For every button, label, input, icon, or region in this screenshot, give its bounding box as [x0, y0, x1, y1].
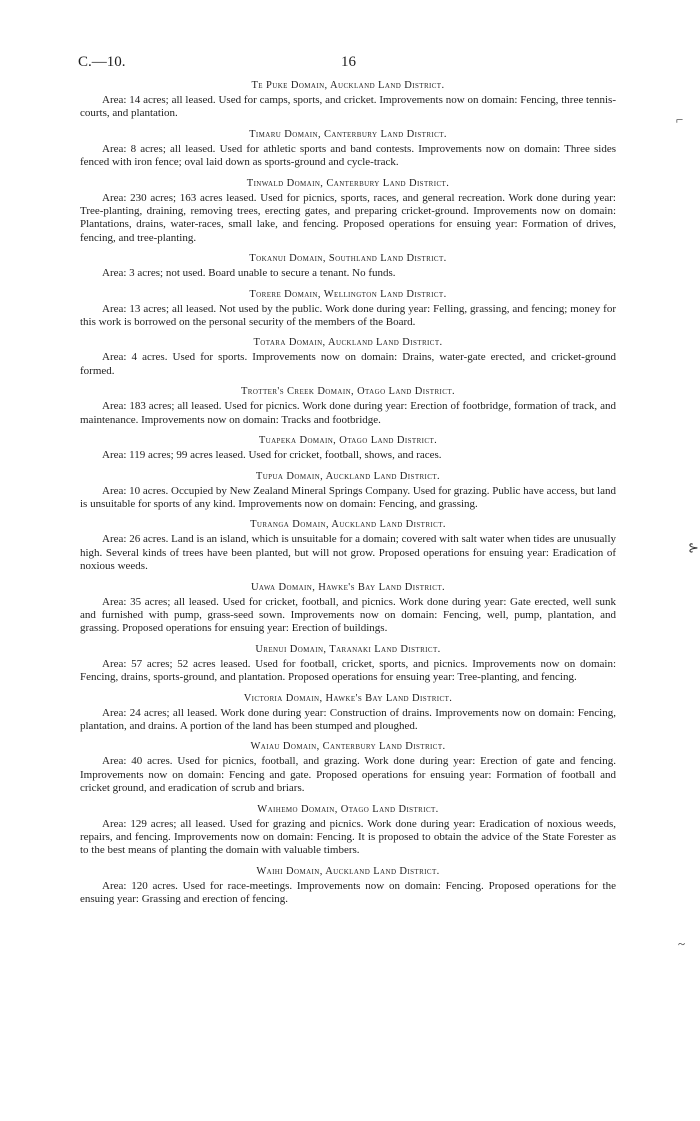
section-heading: Victoria Domain, Hawke's Bay Land District.	[243, 692, 453, 704]
section-text: Area: 26 acres. Land is an island, which is unsuitable for a domain; covered with salt water when tides are unusually high. Several kinds of trees have been planted, but will not grow. Proposed operations for ensuing year: Eradication of noxious weeds.	[80, 533, 616, 573]
section-heading: Totara Domain, Auckland Land District.	[253, 337, 443, 349]
section-heading: Uawa Domain, Hawke's Bay Land District.	[250, 581, 446, 593]
section-text: Area: 35 acres; all leased. Used for cricket, football, and picnics. Work done during year: Gate erected, well sunk and furnished with pump, grass-seed sown. Improvements now on domain: Fencing, well, pump, plantation, and grassing. Proposed operations for ensuing year: Erection of buildings.	[80, 595, 616, 635]
section-text: Area: 10 acres. Occupied by New Zealand Mineral Springs Company. Used for grazing. Public have access, but land is unsuitable for sports of any kind. Improvements now on domain: Fencing, and grassing.	[80, 484, 616, 510]
section-text: Area: 14 acres; all leased. Used for camps, sports, and cricket. Improvements now on domain: Fencing, three tennis-courts, and plantation.	[80, 94, 616, 120]
scan-mark: ~	[678, 936, 686, 951]
section-text: Area: 8 acres; all leased. Used for athletic sports and band contests. Improvements now on domain: Three sides fenced with iron fence; oval laid down as sports-ground and cycle-track.	[80, 142, 616, 169]
section-text: Area: 129 acres; all leased. Used for grazing and picnics. Work done during year: Eradication of noxious weeds, repairs, and fencing. Improvements now on domain: Fencing. It is proposed to obtain the advice of the State Forester as to the best means of planting the domain with valuable timbers.	[80, 817, 616, 857]
section-text: Area: 3 acres; not used. Board unable to secure a tenant. No funds.	[102, 267, 396, 280]
section-heading: Te Puke Domain, Auckland Land District.	[251, 80, 445, 91]
domain-section	[80, 253, 616, 280]
page-number: 16	[341, 54, 356, 70]
section-text: Area: 57 acres; 52 acres leased. Used for football, cricket, sports, and picnics. Improvements now on domain: Fencing, drains, sports-ground, and plantation. Proposed operations for ensuing year: Tree-planting, and fencing.	[80, 657, 616, 684]
section-heading: Timaru Domain, Canterbury Land District.	[249, 128, 447, 140]
section-heading: Tinwald Domain, Canterbury Land District.	[246, 177, 450, 189]
domain-section	[80, 804, 616, 858]
domain-section	[80, 644, 616, 685]
section-heading: Waihi Domain, Auckland Land District.	[256, 865, 440, 877]
section-heading: Waihemo Domain, Otago Land District.	[257, 803, 439, 815]
section-heading: Tokanui Domain, Southland Land District.	[249, 253, 447, 265]
section-text: Area: 120 acres. Used for race-meetings. Improvements now on domain: Fencing. Proposed operations for the ensuing year: Grassing and erection of fencing.	[80, 879, 616, 906]
section-heading: Urenui Domain, Taranaki Land District.	[255, 643, 441, 655]
section-text: Area: 183 acres; all leased. Used for picnics. Work done during year: Erection of footbridge, formation of track, and maintenance. Improvements now on domain: Tracks and footbridge.	[80, 400, 616, 426]
section-heading: Tuapeka Domain, Otago Land District.	[258, 435, 438, 447]
domain-section	[80, 582, 616, 636]
scan-mark: ⌐	[676, 112, 684, 127]
section-heading: Torere Domain, Wellington Land District.	[249, 288, 447, 300]
document-reference: C.—10.	[78, 54, 126, 70]
section-heading: Turanga Domain, Auckland Land District.	[250, 519, 446, 531]
domain-section	[80, 471, 616, 512]
domain-section	[80, 289, 616, 330]
domain-section	[80, 80, 616, 121]
domain-section	[80, 741, 616, 795]
domain-section	[80, 519, 616, 573]
section-heading: Tupua Domain, Auckland Land District.	[255, 470, 441, 482]
section-heading: Trotter's Creek Domain, Otago Land District.	[240, 386, 456, 398]
domain-section	[80, 866, 616, 907]
domain-section	[80, 693, 616, 734]
scan-mark: ⊱	[688, 540, 699, 555]
section-text: Area: 13 acres; all leased. Not used by the public. Work done during year: Felling, grassing, and fencing; money for this work is borrowed on the personal security of the members of the Board.	[80, 302, 616, 329]
domain-section	[80, 178, 616, 246]
domain-section	[80, 129, 616, 170]
domain-section	[80, 386, 616, 427]
page-header	[78, 54, 618, 74]
domain-section	[80, 337, 616, 378]
domain-section	[80, 435, 616, 462]
domain-report-body	[80, 80, 616, 915]
section-text: Area: 4 acres. Used for sports. Improvements now on domain: Drains, water-gate erected, and cricket-ground formed.	[80, 351, 616, 377]
section-text: Area: 119 acres; 99 acres leased. Used for cricket, football, shows, and races.	[102, 449, 442, 462]
section-text: Area: 40 acres. Used for picnics, football, and grazing. Work done during year: Erection of gate and fencing. Improvements now on domain: Fencing and gate. Proposed operations for ensuing year: Formation of football and cricket ground, and eradication of scrub and briars.	[80, 755, 616, 795]
section-text: Area: 24 acres; all leased. Work done during year: Construction of drains. Improvements now on domain: Fencing, plantation, and drains. A portion of the land has been stumped and ploughed.	[80, 706, 616, 732]
section-heading: Waiau Domain, Canterbury Land District.	[250, 741, 446, 753]
section-text: Area: 230 acres; 163 acres leased. Used for picnics, sports, races, and general recreation. Work done during year: Tree-planting, draining, removing trees, erecting gates, and preparing cricket-ground. Improvements now on domain: Plantations, drains, water-races, small lake, and fencing. Proposed operations for ensuing year: Formation of drives, fencing, and tree-planting.	[80, 191, 616, 244]
